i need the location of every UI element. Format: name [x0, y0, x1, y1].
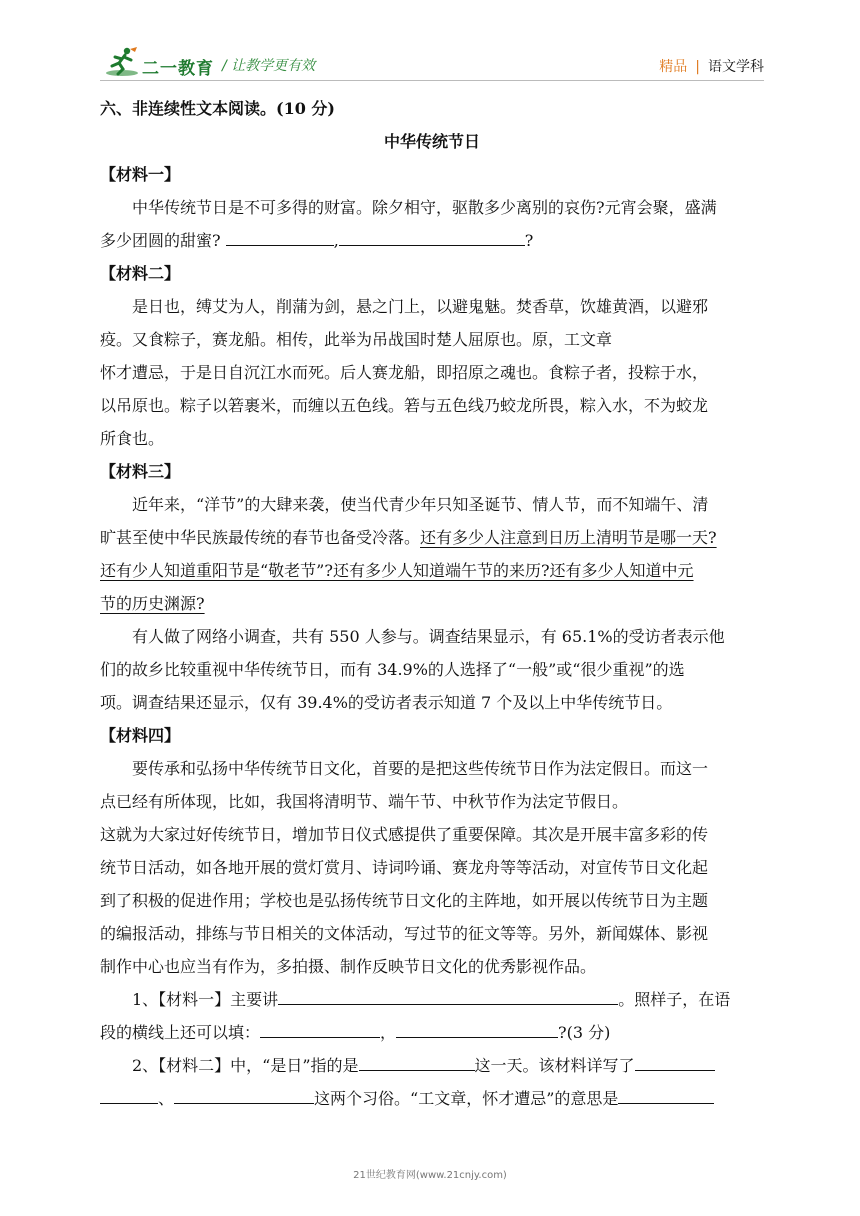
material-4-line3: 这就为大家过好传统节日，增加节日仪式感提供了重要保障。其次是开展丰富多彩的传: [100, 825, 709, 844]
survey-line3: 项。调查结果还显示，仅有 39.4%的受访者表示知道 7 个及以上中华传统节日。: [100, 693, 673, 712]
question-1: [100, 983, 764, 1049]
q2-blank-custom1-start[interactable]: [635, 1052, 715, 1071]
material-2-text: [100, 290, 764, 455]
q2-blank-meaning[interactable]: [618, 1085, 714, 1104]
runner-logo-icon: [104, 46, 140, 78]
survey-line2: 们的故乡比较重视中华传统节日，而有 34.9%的人选择了“一般”或“很少重视”的选: [100, 660, 685, 679]
q2-prompt: 2、【材料二】中，“是日”指的是: [132, 1056, 359, 1075]
material-2-line2: 疫。又食粽子，赛龙船。相传，此举为吊战国时楚人屈原也。原，工文章: [100, 330, 613, 349]
material-1-line2: 多少团圆的甜蜜?: [100, 231, 221, 250]
material-4-line2: 点已经有所体现，比如，我国将清明节、端午节、中秋节作为法定节假日。: [100, 792, 629, 811]
material-2-line1: 是日也，缚艾为人，削蒲为剑，悬之门上，以避鬼魅。焚香草，饮雄黄酒，以避邪: [132, 297, 709, 316]
material-3-label: 【材料三】: [100, 462, 181, 481]
material-4-line4: 统节日活动，如各地开展的赏灯赏月、诗词吟诵、赛龙舟等等活动，对宣传节日文化起: [100, 858, 709, 877]
header-separator: |: [695, 59, 700, 75]
subject-label: 语文学科: [708, 59, 764, 75]
q1-line2: 段的横线上还可以填：: [100, 1023, 261, 1042]
article-title: 中华传统节日: [383, 132, 480, 151]
material-2-line3: 怀才遭忌，于是日自沉江水而死。后人赛龙船，即招原之魂也。食粽子者，投粽于水，: [100, 363, 709, 382]
material-2-label: 【材料二】: [100, 264, 181, 283]
material-4-label: 【材料四】: [100, 726, 181, 745]
q1-prompt-cont: 。照样子，在语: [618, 990, 731, 1009]
material-3-text: [100, 488, 764, 620]
q2-prompt-meaning: 这两个习俗。“工文章，怀才遭忌”的意思是: [314, 1089, 619, 1108]
material-2-line5: 所食也。: [100, 429, 165, 448]
material-3-line2: 旷甚至使中华民族最传统的春节也备受冷落。: [100, 528, 421, 547]
section-heading: 六、非连续性文本阅读。(10 分): [100, 99, 335, 118]
material-3-line1: 近年来，“洋节”的大肆来袭，使当代青少年只知圣诞节、情人节，而不知端午、清: [132, 495, 709, 514]
q2-blank-day[interactable]: [359, 1052, 475, 1071]
blank-1b[interactable]: [339, 227, 525, 246]
q2-prompt-cont: 这一天。该材料详写了: [474, 1056, 635, 1075]
material-4-line5: 到了积极的促进作用；学校也是弘扬传统节日文化的主阵地，如开展以传统节日为主题: [100, 891, 709, 910]
quality-tag: 精品: [659, 59, 688, 75]
page-header: [0, 0, 860, 90]
page-footer: 21世纪教育网(www.21cnjy.com): [353, 1170, 507, 1181]
q2-blank-custom2[interactable]: [174, 1085, 314, 1104]
comma: ,: [333, 231, 339, 250]
brand-name: 二一教育: [142, 59, 214, 79]
underlined-question-2: 还有少人知道重阳节是“敬老节”?还有多少人知道端午节的来历?还有多少人知道中元: [100, 561, 694, 580]
survey-text: [100, 620, 764, 719]
q1-blank-a[interactable]: [260, 1019, 380, 1038]
q1-score: ?(3 分): [558, 1023, 611, 1042]
material-4-text: [100, 752, 764, 983]
blank-1a[interactable]: [226, 227, 334, 246]
brand-slogan: / 让教学更有效: [222, 58, 316, 74]
material-4-line6: 的编报活动，排练与节日相关的文体活动，写过节的征文等等。另外，新闻媒体、影视: [100, 924, 709, 943]
q1-prompt: 1、【材料一】主要讲: [132, 990, 279, 1009]
underlined-question-1: 还有多少人注意到日历上清明节是哪一天?: [420, 528, 717, 547]
q1-blank-b[interactable]: [396, 1019, 558, 1038]
question-2: [100, 1049, 764, 1115]
material-2-line4: 以吊原也。粽子以箬裹米，而缠以五色线。箬与五色线乃蛟龙所畏，粽入水，不为蛟龙: [100, 396, 709, 415]
question-mark: ?: [524, 231, 534, 250]
header-divider: [100, 80, 764, 81]
underlined-question-3: 节的历史渊源?: [100, 594, 205, 613]
material-1-text: [100, 191, 764, 257]
document-body: [100, 92, 764, 1115]
q2-blank-custom1[interactable]: [100, 1085, 158, 1104]
material-4-line7: 制作中心也应当有作为，多拍摄、制作反映节日文化的优秀影视作品。: [100, 957, 597, 976]
survey-line1: 有人做了网络小调查，共有 550 人参与。调查结果显示，有 65.1%的受访者表示他: [132, 627, 725, 646]
header-right: [659, 56, 764, 76]
material-1-line1: 中华传统节日是不可多得的财富。除夕相守，驱散多少离别的哀伤?元宵会聚，盛满: [132, 198, 717, 217]
q1-answer-blank[interactable]: [278, 986, 618, 1005]
material-1-label: 【材料一】: [100, 165, 181, 184]
q1-comma: ，: [380, 1023, 397, 1042]
material-4-line1: 要传承和弘扬中华传统节日文化，首要的是把这些传统节日作为法定假日。而这一: [132, 759, 709, 778]
q2-separator: 、: [158, 1089, 175, 1108]
